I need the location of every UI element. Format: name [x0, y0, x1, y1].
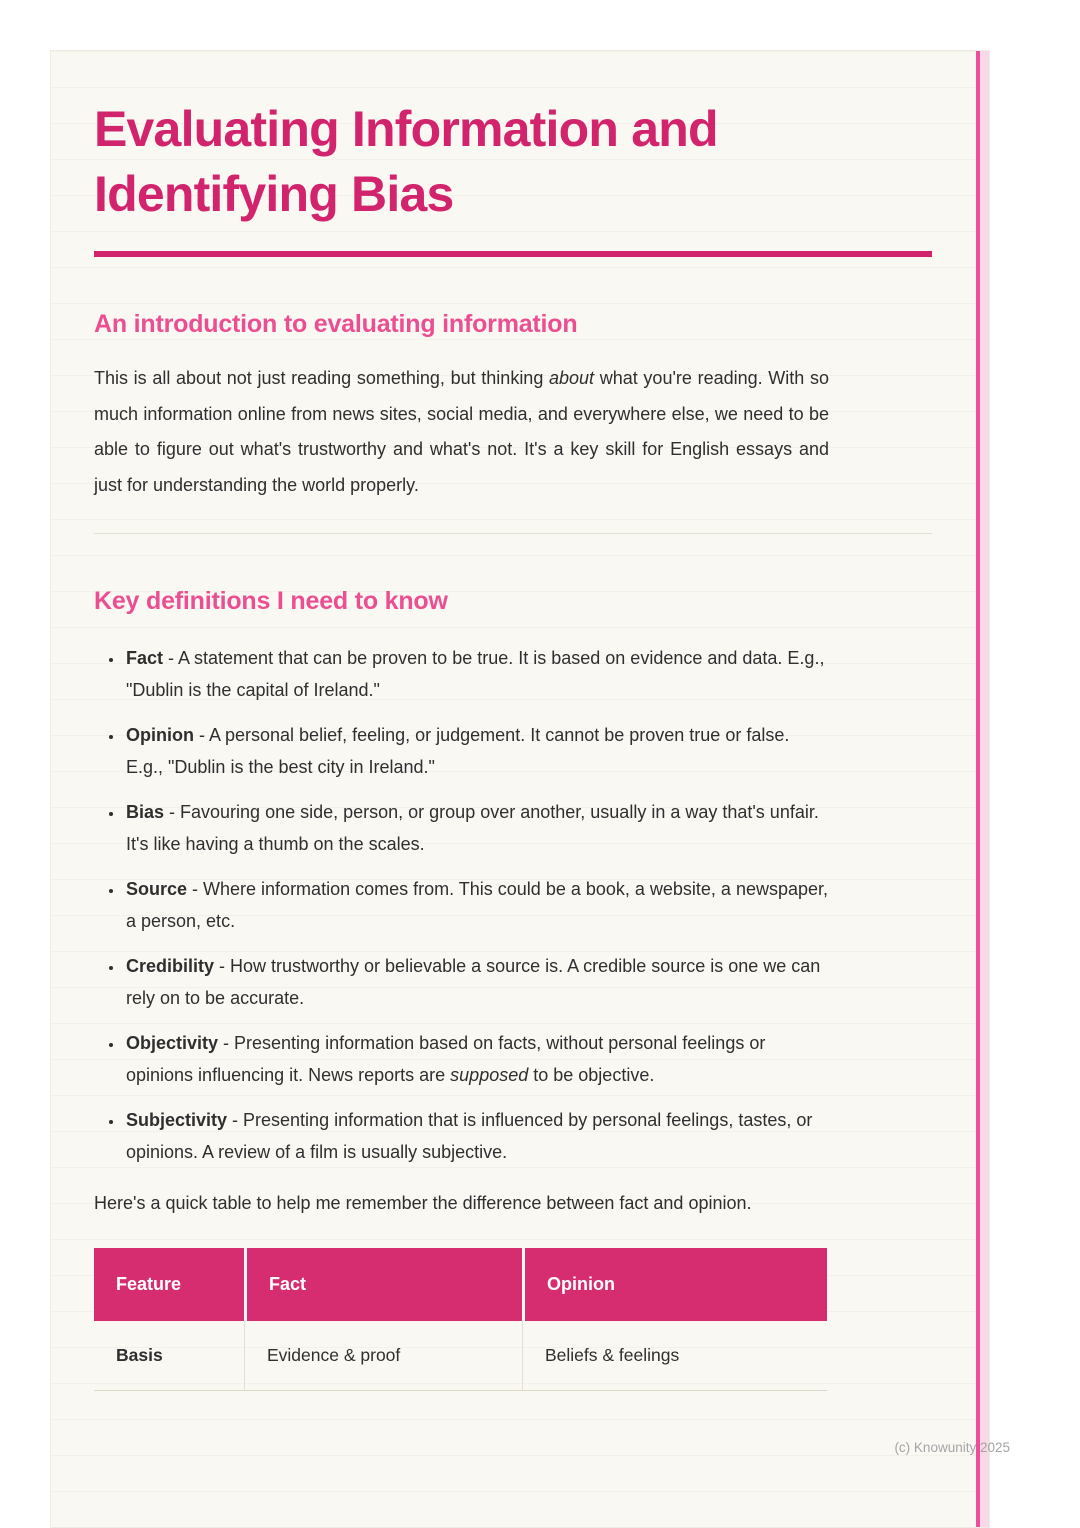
definition-item: • Subjectivity - Presenting information that is influenced by personal feelings, tastes, or opinions. A review of a film is usually subjective.	[124, 1104, 829, 1168]
italic-text: supposed	[450, 1065, 529, 1085]
definition-item: • Credibility - How trustworthy or believable a source is. A credible source is one we can rely on to be accurate.	[124, 950, 829, 1014]
table-intro-paragraph: Here's a quick table to help me remember the difference between fact and opinion.	[94, 1193, 752, 1213]
table-header-cell: Opinion	[522, 1248, 827, 1321]
table-cell: Beliefs & feelings	[522, 1321, 827, 1391]
page-title: Evaluating Information and Identifying Bias	[94, 101, 718, 222]
definition-term: Credibility	[126, 956, 215, 976]
introduction-paragraph: This is all about not just reading something, but thinking about what you're reading. With so much information online from news sites, social media, and everywhere else, we need to be able to figure out what's trustworthy and what's not. It's a key skill for English essays and just for understanding the world properly.	[94, 368, 829, 495]
definition-term: Subjectivity	[126, 1110, 228, 1130]
section-heading-introduction: An introduction to evaluating information	[94, 310, 578, 338]
table-row	[94, 1321, 827, 1391]
definition-item: • Objectivity - Presenting information based on facts, without personal feelings or opinions influencing it. News reports are supposed to be objective.	[124, 1027, 829, 1091]
table-cell: Basis	[94, 1321, 244, 1391]
note-content	[51, 51, 989, 1391]
table-header-row	[94, 1248, 827, 1321]
fact-opinion-table	[94, 1248, 827, 1391]
definition-item: • Bias - Favouring one side, person, or group over another, usually in a way that's unfair. It's like having a thumb on the scales.	[124, 796, 829, 860]
definition-item: • Source - Where information comes from. This could be a book, a website, a newspaper, a person, etc.	[124, 873, 829, 937]
table-header-cell: Feature	[94, 1248, 244, 1321]
title-divider-rule	[94, 251, 932, 257]
table-header	[94, 1248, 827, 1321]
table-body	[94, 1321, 827, 1391]
definition-term: Bias	[126, 802, 165, 822]
definition-term: Objectivity	[126, 1033, 219, 1053]
definition-term: Opinion	[126, 725, 194, 745]
table-header-cell: Fact	[244, 1248, 522, 1321]
copyright-text: (c) Knowunity 2025	[894, 1440, 1010, 1455]
definitions-list	[94, 642, 829, 1168]
definition-item: • Opinion - A personal belief, feeling, or judgement. It cannot be proven true or false. E.g., "Dublin is the best city in Ireland."	[124, 719, 829, 783]
definition-item: • Fact - A statement that can be proven to be true. It is based on evidence and data. E.g., "Dublin is the capital of Ireland."	[124, 642, 829, 706]
definition-term: Source	[126, 879, 188, 899]
section-divider	[94, 533, 932, 534]
page-edge-stripe	[976, 51, 989, 1527]
italic-text: about	[549, 368, 595, 388]
definition-term: Fact	[126, 648, 164, 668]
table-cell: Evidence & proof	[244, 1321, 522, 1391]
section-heading-definitions: Key definitions I need to know	[94, 587, 448, 615]
note-sheet	[50, 50, 990, 1528]
